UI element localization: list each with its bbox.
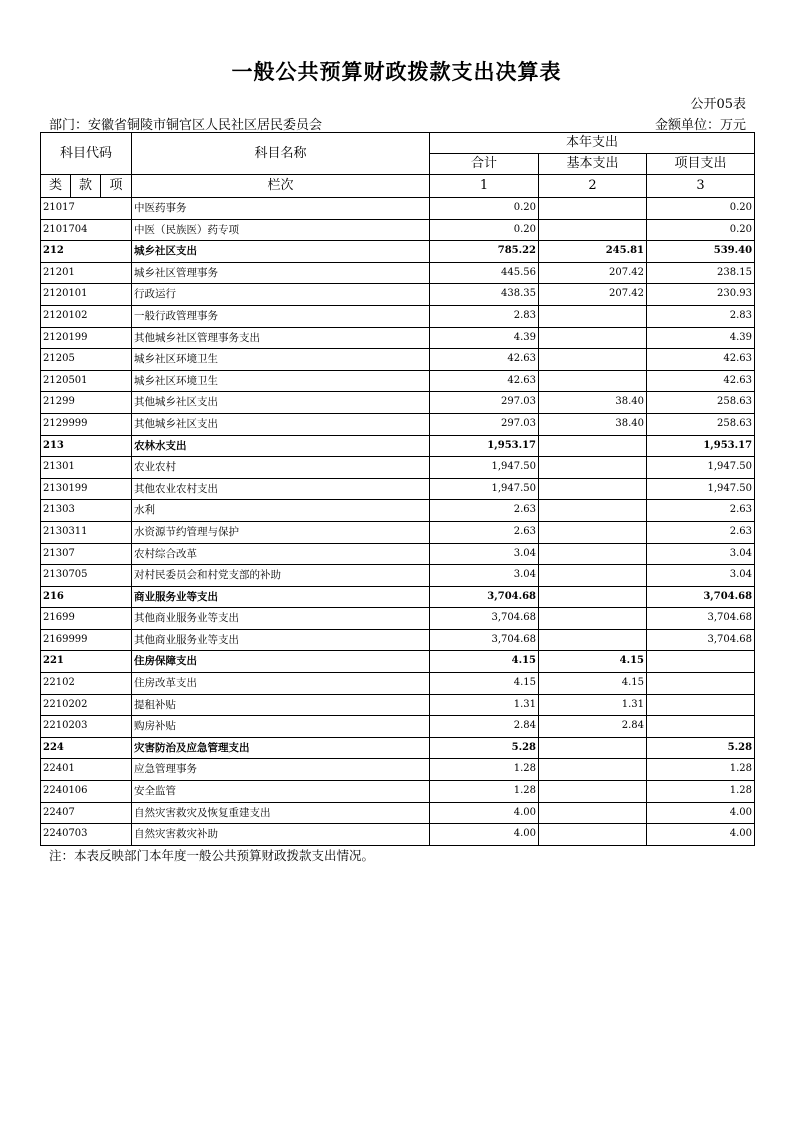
cell-project [647,673,755,695]
cell-total: 4.00 [430,802,539,824]
cell-total: 0.20 [430,219,539,241]
cell-total: 2.63 [430,500,539,522]
cell-name: 行政运行 [132,284,430,306]
cell-basic [539,478,647,500]
cell-name: 灾害防治及应急管理支出 [132,737,430,759]
cell-project: 5.28 [647,737,755,759]
cell-project [647,694,755,716]
cell-project: 42.63 [647,349,755,371]
cell-total: 4.15 [430,651,539,673]
table-row [41,413,755,435]
cell-code: 2120102 [41,305,132,327]
cell-name: 农林水支出 [132,435,430,457]
cell-project: 258.63 [647,392,755,414]
cell-code: 22407 [41,802,132,824]
table-row [41,543,755,565]
cell-name: 对村民委员会和村党支部的补助 [132,565,430,587]
cell-code: 2120199 [41,327,132,349]
cell-basic [539,759,647,781]
cell-name: 其他农业农村支出 [132,478,430,500]
cell-code: 21299 [41,392,132,414]
cell-basic [539,608,647,630]
table-row [41,241,755,263]
cell-name: 其他商业服务业等支出 [132,608,430,630]
cell-project: 0.20 [647,219,755,241]
cell-basic [539,781,647,803]
cell-basic [539,543,647,565]
cell-name: 购房补贴 [132,716,430,738]
cell-code: 21307 [41,543,132,565]
cell-project: 3.04 [647,543,755,565]
cell-name: 中医药事务 [132,198,430,220]
cell-code: 22102 [41,673,132,695]
cell-total: 4.39 [430,327,539,349]
cell-total: 1,947.50 [430,457,539,479]
header-current-year: 本年支出 [430,133,755,154]
form-number: 公开05表 [690,97,746,112]
cell-project: 2.63 [647,521,755,543]
cell-code: 213 [41,435,132,457]
table-note: 注：本表反映部门本年度一般公共预算财政拨款支出情况。 [49,848,375,863]
cell-total: 1,947.50 [430,478,539,500]
expenditure-table [40,132,755,846]
table-row [41,694,755,716]
table-row [41,716,755,738]
cell-project: 4.00 [647,824,755,846]
cell-code: 2129999 [41,413,132,435]
cell-total: 1.28 [430,759,539,781]
cell-project: 1.28 [647,759,755,781]
cell-code: 2130311 [41,521,132,543]
cell-code: 21201 [41,262,132,284]
cell-basic: 4.15 [539,673,647,695]
cell-name: 自然灾害救灾补助 [132,824,430,846]
cell-name: 城乡社区支出 [132,241,430,263]
table-row [41,629,755,651]
cell-total: 297.03 [430,413,539,435]
table-row [41,673,755,695]
table-row [41,586,755,608]
cell-project [647,716,755,738]
cell-total: 785.22 [430,241,539,263]
cell-total: 4.15 [430,673,539,695]
cell-total: 2.84 [430,716,539,738]
header-section: 款 [71,175,101,198]
cell-name: 其他城乡社区管理事务支出 [132,327,430,349]
cell-basic [539,198,647,220]
cell-code: 2240106 [41,781,132,803]
cell-project: 1,953.17 [647,435,755,457]
cell-name: 农业农村 [132,457,430,479]
cell-basic: 2.84 [539,716,647,738]
cell-basic [539,457,647,479]
cell-total: 1,953.17 [430,435,539,457]
cell-basic: 38.40 [539,413,647,435]
header-total: 合计 [430,154,539,175]
cell-name: 水利 [132,500,430,522]
cell-basic [539,737,647,759]
header-project: 项目支出 [647,154,755,175]
cell-basic [539,521,647,543]
table-row [41,457,755,479]
cell-total: 0.20 [430,198,539,220]
cell-total: 3.04 [430,543,539,565]
cell-name: 水资源节约管理与保护 [132,521,430,543]
cell-basic [539,586,647,608]
cell-basic: 38.40 [539,392,647,414]
cell-total: 2.83 [430,305,539,327]
cell-project: 3,704.68 [647,586,755,608]
cell-total: 2.63 [430,521,539,543]
cell-name: 一般行政管理事务 [132,305,430,327]
cell-project: 238.15 [647,262,755,284]
cell-name: 中医（民族医）药专项 [132,219,430,241]
cell-project: 4.39 [647,327,755,349]
cell-basic: 207.42 [539,284,647,306]
cell-code: 2210203 [41,716,132,738]
header-code: 科目代码 [41,133,132,175]
table-row [41,284,755,306]
cell-project: 2.83 [647,305,755,327]
table-row [41,521,755,543]
cell-total: 445.56 [430,262,539,284]
table-row [41,392,755,414]
table-row [41,651,755,673]
cell-basic [539,435,647,457]
table-row [41,435,755,457]
cell-project: 230.93 [647,284,755,306]
cell-code: 2101704 [41,219,132,241]
header-item: 项 [101,175,132,198]
cell-code: 21205 [41,349,132,371]
cell-project [647,651,755,673]
cell-name: 城乡社区环境卫生 [132,370,430,392]
cell-project: 3,704.68 [647,629,755,651]
header-col1: 1 [430,175,539,198]
cell-total: 1.28 [430,781,539,803]
table-row [41,608,755,630]
table-row [41,802,755,824]
cell-code: 2240703 [41,824,132,846]
cell-name: 城乡社区环境卫生 [132,349,430,371]
cell-project: 0.20 [647,198,755,220]
cell-basic: 1.31 [539,694,647,716]
cell-project: 258.63 [647,413,755,435]
cell-name: 提租补贴 [132,694,430,716]
table-row [41,737,755,759]
table-row [41,305,755,327]
cell-name: 自然灾害救灾及恢复重建支出 [132,802,430,824]
cell-basic [539,500,647,522]
cell-code: 21301 [41,457,132,479]
cell-project: 3,704.68 [647,608,755,630]
amount-unit-label: 金额单位：万元 [654,118,746,133]
cell-code: 212 [41,241,132,263]
cell-name: 商业服务业等支出 [132,586,430,608]
cell-code: 2120101 [41,284,132,306]
table-row [41,262,755,284]
table-row [41,327,755,349]
table-row [41,370,755,392]
cell-name: 其他城乡社区支出 [132,413,430,435]
cell-basic [539,824,647,846]
cell-total: 297.03 [430,392,539,414]
cell-basic: 245.81 [539,241,647,263]
cell-basic [539,565,647,587]
department-label: 部门：安徽省铜陵市铜官区人民社区居民委员会 [49,118,323,133]
cell-project: 1,947.50 [647,457,755,479]
cell-name: 应急管理事务 [132,759,430,781]
cell-basic: 207.42 [539,262,647,284]
cell-total: 42.63 [430,349,539,371]
cell-basic [539,327,647,349]
table-row [41,478,755,500]
table-row [41,565,755,587]
cell-name: 住房改革支出 [132,673,430,695]
cell-total: 438.35 [430,284,539,306]
cell-basic [539,370,647,392]
cell-project: 3.04 [647,565,755,587]
cell-code: 2120501 [41,370,132,392]
cell-project: 539.40 [647,241,755,263]
cell-code: 221 [41,651,132,673]
cell-code: 21699 [41,608,132,630]
cell-code: 2169999 [41,629,132,651]
cell-total: 5.28 [430,737,539,759]
cell-project: 4.00 [647,802,755,824]
table-row [41,349,755,371]
cell-project: 1,947.50 [647,478,755,500]
cell-total: 3,704.68 [430,586,539,608]
cell-code: 21017 [41,198,132,220]
cell-name: 住房保障支出 [132,651,430,673]
table-row [41,824,755,846]
cell-code: 21303 [41,500,132,522]
cell-name: 其他商业服务业等支出 [132,629,430,651]
header-name: 科目名称 [132,133,430,175]
header-column-index: 栏次 [132,175,430,198]
cell-total: 3,704.68 [430,608,539,630]
table-row [41,500,755,522]
cell-basic [539,305,647,327]
cell-name: 安全监管 [132,781,430,803]
cell-project: 42.63 [647,370,755,392]
report-title: 一般公共预算财政拨款支出决算表 [231,60,562,84]
table-row [41,781,755,803]
table-body [41,198,755,846]
table-row [41,198,755,220]
cell-code: 224 [41,737,132,759]
header-basic: 基本支出 [539,154,647,175]
cell-basic [539,349,647,371]
cell-code: 2210202 [41,694,132,716]
header-class: 类 [41,175,71,198]
cell-basic [539,802,647,824]
cell-total: 42.63 [430,370,539,392]
cell-name: 城乡社区管理事务 [132,262,430,284]
cell-project: 2.63 [647,500,755,522]
cell-code: 2130199 [41,478,132,500]
cell-total: 1.31 [430,694,539,716]
header-col3: 3 [647,175,755,198]
cell-basic: 4.15 [539,651,647,673]
header-col2: 2 [539,175,647,198]
cell-total: 3,704.68 [430,629,539,651]
cell-basic [539,629,647,651]
cell-name: 农村综合改革 [132,543,430,565]
cell-total: 4.00 [430,824,539,846]
cell-code: 2130705 [41,565,132,587]
table-row [41,759,755,781]
cell-basic [539,219,647,241]
table-row [41,219,755,241]
cell-code: 22401 [41,759,132,781]
cell-project: 1.28 [647,781,755,803]
cell-name: 其他城乡社区支出 [132,392,430,414]
cell-total: 3.04 [430,565,539,587]
cell-code: 216 [41,586,132,608]
